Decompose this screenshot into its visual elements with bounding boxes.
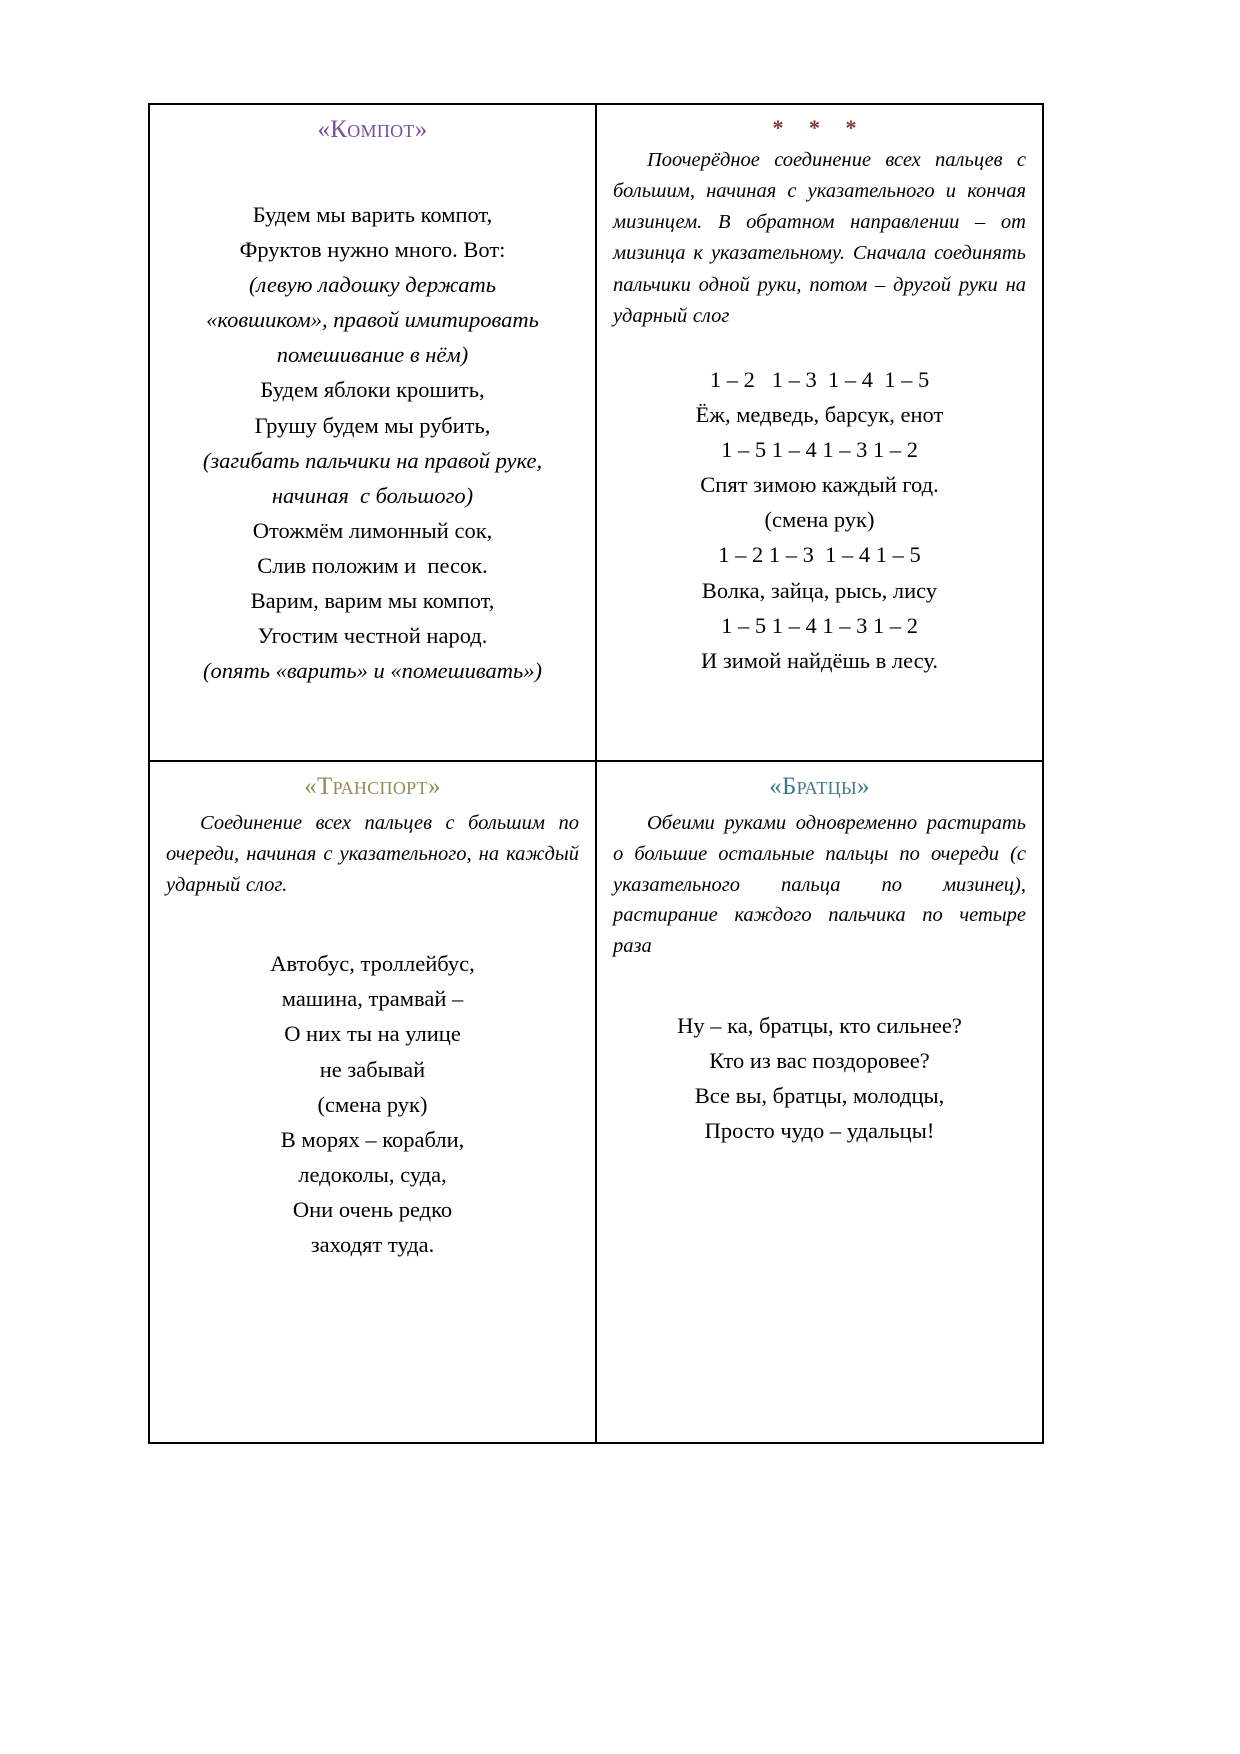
asterisk-separator-icon: * * *	[772, 115, 867, 140]
spacer	[613, 332, 1026, 362]
table-cell-transport	[149, 761, 596, 1443]
cell-title-transport: «Транспорт»	[304, 773, 441, 800]
verse-transport	[166, 946, 579, 1262]
table-row	[149, 104, 1043, 761]
verse-line: И зимой найдёшь в лесу.	[700, 647, 938, 673]
verse-line: помешивание в нём)	[276, 342, 469, 368]
verse-line-numbers: 1 – 5 1 – 4 1 – 3 1 – 2	[721, 437, 918, 463]
verse-line: (опять «варить» и «помешивать»)	[203, 658, 542, 684]
verse-line: (смена рук)	[764, 507, 875, 533]
verse-line-numbers: 1 – 2 1 – 3 1 – 4 1 – 5	[718, 542, 921, 568]
instruction-paragraph-transport: Соединение всех пальцев с большим по очереди, начиная с указательного, на каждый ударный слог.	[166, 812, 579, 896]
spacer	[166, 900, 579, 946]
verse-line: начиная с большого)	[271, 482, 474, 508]
table-cell-stars	[596, 104, 1043, 761]
verse-line: Будем мы варить компот,	[252, 202, 493, 227]
verse-line: Отожмём лимонный сок,	[252, 517, 493, 543]
verse-line: заходят туда.	[310, 1232, 435, 1257]
verse-line: Волка, зайца, рысь, лису	[701, 577, 938, 603]
verse-line: Фруктов нужно много. Вот:	[239, 237, 506, 263]
verse-line: О них ты на улице	[284, 1021, 461, 1047]
verse-line: (смена рук)	[317, 1091, 428, 1117]
verse-line: Кто из вас поздоровее?	[709, 1047, 930, 1073]
verse-line: Ну – ка, братцы, кто сильнее?	[677, 1012, 962, 1038]
verse-line: Слив положим и песок.	[257, 552, 488, 578]
table-cell-bratcy	[596, 761, 1043, 1443]
poem-table	[148, 103, 1044, 1444]
verse-line: (загибать пальчики на правой руке,	[202, 447, 543, 473]
verse-line: ледоколы, суда,	[298, 1161, 447, 1187]
instruction-paragraph-bratcy: Обеими руками одновременно растирать о большие остальные пальцы по очереди (с указательного пальца по мизинец), растирание каждого пальчика по четыре раза	[613, 812, 1026, 957]
verse-stars	[613, 362, 1026, 678]
verse-line: не забывай	[319, 1056, 426, 1082]
verse-line-numbers: 1 – 5 1 – 4 1 – 3 1 – 2	[721, 612, 918, 638]
verse-line: Ёж, медведь, барсук, енот	[695, 402, 944, 428]
verse-line: Угостим честной народ.	[257, 623, 488, 649]
spacer	[166, 151, 579, 197]
instruction-paragraph-stars: Поочерёдное соединение всех пальцев с большим, начиная с указательного и кончая мизинцем. В обратном направлении – от мизинца к указательному. Сначала соединять пальчики одной руки, потом – другой руки на ударный слог	[613, 149, 1026, 327]
verse-line: (левую ладошку держать	[249, 272, 496, 298]
verse-line: Все вы, братцы, молодцы,	[694, 1082, 945, 1108]
cell-title-bratcy: «Братцы»	[769, 773, 870, 800]
verse-line: Просто чудо – удальцы!	[704, 1118, 935, 1144]
spacer	[613, 962, 1026, 1008]
verse-bratcy	[613, 1008, 1026, 1148]
verse-kompot	[166, 197, 579, 688]
verse-line: машина, трамвай –	[281, 986, 464, 1012]
verse-line: Спят зимою каждый год.	[700, 472, 939, 498]
table-row	[149, 761, 1043, 1443]
verse-line-numbers: 1 – 2 1 – 3 1 – 4 1 – 5	[709, 366, 930, 392]
verse-line: Они очень редко	[292, 1196, 453, 1222]
table-cell-kompot	[149, 104, 596, 761]
cell-title-kompot: «Компот»	[317, 116, 428, 143]
verse-line: Варим, варим мы компот,	[250, 588, 495, 614]
verse-line: Будем яблоки крошить,	[260, 377, 485, 403]
verse-line: «ковшиком», правой имитировать	[206, 307, 539, 333]
verse-line: Автобус, троллейбус,	[270, 951, 475, 977]
verse-line: Грушу будем мы рубить,	[254, 412, 491, 438]
verse-line: В морях – корабли,	[280, 1126, 465, 1152]
poem-table-sheet	[148, 103, 1038, 1444]
